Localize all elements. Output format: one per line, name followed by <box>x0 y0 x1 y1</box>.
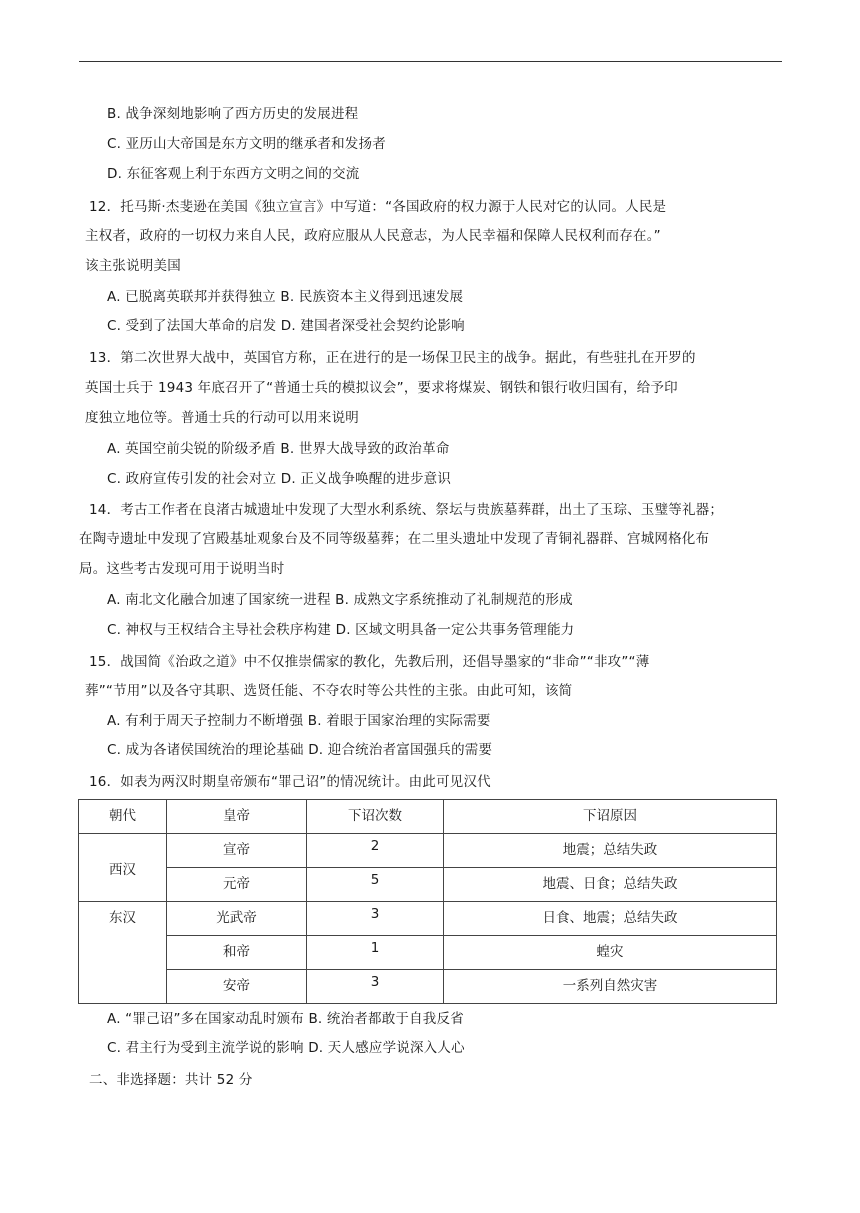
q14-stem-line2: 在陶寺遗址中发现了宫殿基址观象台及不同等级墓葬；在二里头遗址中发现了青铜礼器群、宫城网格化布 <box>79 531 710 547</box>
q14-stem-line3: 局。这些考古发现可用于说明当时 <box>79 561 285 577</box>
q13-stem-line3: 度独立地位等。普通士兵的行动可以用来说明 <box>85 410 359 426</box>
reason-cell: 地震；总结失政 <box>444 834 777 868</box>
count-cell: 3 <box>307 902 444 936</box>
q11-option-b: B. 战争深刻地影响了西方历史的发展进程 <box>107 106 359 122</box>
q16-options-ab: A. “罪己诏”多在国家动乱时颁布 B. 统治者都敢于自我反省 <box>107 1011 464 1027</box>
emperor-cell: 和帝 <box>167 936 307 970</box>
q13-stem-line1: 13．第二次世界大战中，英国官方称，正在进行的是一场保卫民主的战争。据此，有些驻扎在开罗的 <box>89 350 696 366</box>
table-row <box>79 970 777 1004</box>
table-row <box>79 902 777 936</box>
header-reason: 下诏原因 <box>444 800 777 834</box>
q12-stem-line2: 主权者，政府的一切权力来自人民，政府应服从人民意志，为人民幸福和保障人民权利而存在。” <box>85 228 661 244</box>
table-row <box>79 868 777 902</box>
edict-statistics-table <box>78 799 777 1004</box>
dynasty-donghan: 东汉 <box>79 902 167 1004</box>
q11-option-d: D. 东征客观上利于东西方文明之间的交流 <box>107 166 360 182</box>
header-rule <box>79 61 782 62</box>
reason-cell: 日食、地震；总结失政 <box>444 902 777 936</box>
q12-options-cd: C. 受到了法国大革命的启发 D. 建国者深受社会契约论影响 <box>107 318 465 334</box>
header-dynasty: 朝代 <box>79 800 167 834</box>
q16-options-cd: C. 君主行为受到主流学说的影响 D. 天人感应学说深入人心 <box>107 1040 465 1056</box>
q12-stem-line1: 12．托马斯·杰斐逊在美国《独立宣言》中写道：“各国政府的权力源于人民对它的认同。人民是 <box>89 199 667 215</box>
q15-stem-line2: 葬”“节用”以及各守其职、选贤任能、不夺农时等公共性的主张。由此可知，该简 <box>85 683 573 699</box>
reason-cell: 蝗灾 <box>444 936 777 970</box>
q15-options-cd: C. 成为各诸侯国统治的理论基础 D. 迎合统治者富国强兵的需要 <box>107 742 493 758</box>
header-emperor: 皇帝 <box>167 800 307 834</box>
count-cell: 5 <box>307 868 444 902</box>
dynasty-xihan: 西汉 <box>79 834 167 902</box>
q15-options-ab: A. 有利于周天子控制力不断增强 B. 着眼于国家治理的实际需要 <box>107 713 491 729</box>
q14-options-cd: C. 神权与王权结合主导社会秩序构建 D. 区域文明具备一定公共事务管理能力 <box>107 622 575 638</box>
table-row <box>79 936 777 970</box>
count-cell: 1 <box>307 936 444 970</box>
count-cell: 2 <box>307 834 444 868</box>
table-row <box>79 834 777 868</box>
q12-options-ab: A. 已脱离英联邦并获得独立 B. 民族资本主义得到迅速发展 <box>107 289 464 305</box>
q13-options-ab: A. 英国空前尖锐的阶级矛盾 B. 世界大战导致的政治革命 <box>107 441 450 457</box>
q14-stem-line1: 14．考古工作者在良渚古城遗址中发现了大型水利系统、祭坛与贵族墓葬群，出土了玉琮、玉璧等礼器； <box>89 502 724 518</box>
q14-options-ab: A. 南北文化融合加速了国家统一进程 B. 成熟文字系统推动了礼制规范的形成 <box>107 592 573 608</box>
q15-stem-line1: 15．战国简《治政之道》中不仅推崇儒家的教化，先教后刑，还倡导墨家的“非命”“非攻”“薄 <box>89 654 650 670</box>
q11-option-c: C. 亚历山大帝国是东方文明的继承者和发扬者 <box>107 136 386 152</box>
q13-stem-line2: 英国士兵于 1943 年底召开了“普通士兵的模拟议会”，要求将煤炭、钢铁和银行收归国有，给予印 <box>85 380 678 396</box>
emperor-cell: 元帝 <box>167 868 307 902</box>
emperor-cell: 宣帝 <box>167 834 307 868</box>
emperor-cell: 光武帝 <box>167 902 307 936</box>
reason-cell: 地震、日食；总结失政 <box>444 868 777 902</box>
header-count: 下诏次数 <box>307 800 444 834</box>
q16-stem: 16．如表为两汉时期皇帝颁布“罪己诏”的情况统计。由此可见汉代 <box>89 774 491 790</box>
section-two-heading: 二、非选择题：共计 52 分 <box>89 1072 253 1088</box>
table-header-row <box>79 800 777 834</box>
count-cell: 3 <box>307 970 444 1004</box>
emperor-cell: 安帝 <box>167 970 307 1004</box>
reason-cell: 一系列自然灾害 <box>444 970 777 1004</box>
q13-options-cd: C. 政府宣传引发的社会对立 D. 正义战争唤醒的进步意识 <box>107 471 452 487</box>
q12-stem-line3: 该主张说明美国 <box>85 258 181 274</box>
